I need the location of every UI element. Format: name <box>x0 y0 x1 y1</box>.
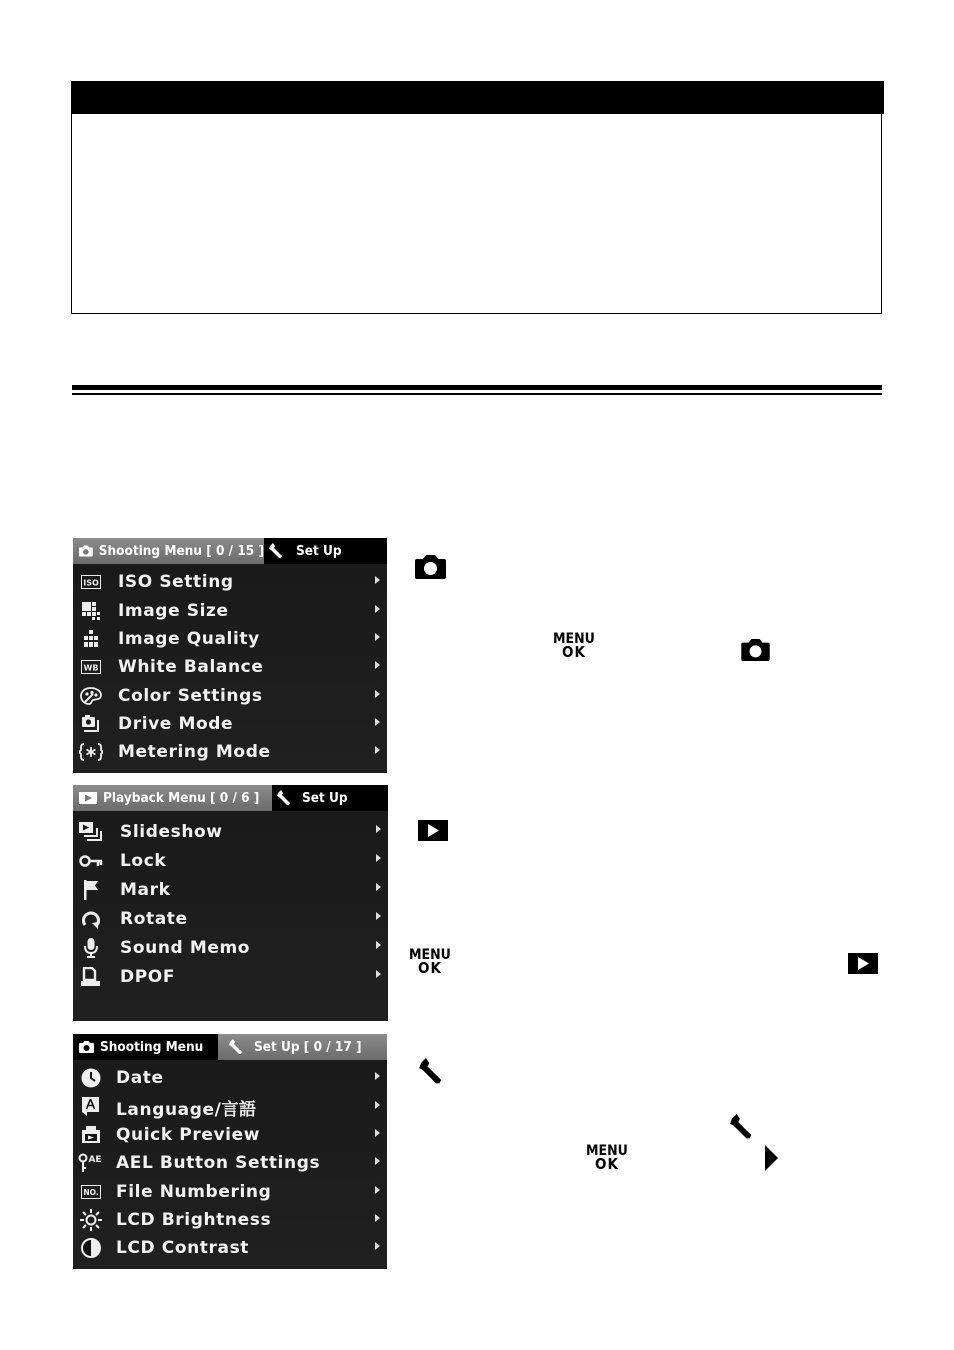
tab-label: Shooting Menu [ 0 / 15 ] <box>98 543 264 559</box>
setup-menu-screen <box>73 1034 387 1269</box>
chevron-right-icon <box>375 605 380 613</box>
iso-icon <box>74 568 108 596</box>
menu-ok-line2: OK <box>561 643 586 661</box>
camera-icon <box>415 555 446 579</box>
menu-item-image-quality[interactable] <box>73 625 387 653</box>
menu-item-label: Lock <box>120 850 167 871</box>
menu-item-mark[interactable] <box>73 875 388 904</box>
quick-preview-icon <box>74 1121 108 1149</box>
image-size-icon <box>74 597 108 625</box>
menu-item-ael-button-settings[interactable] <box>73 1149 387 1177</box>
menu-item-rotate[interactable] <box>73 904 388 933</box>
menu-item-label: DPOF <box>120 966 176 987</box>
svg-text:ISO: ISO <box>83 578 99 588</box>
menu-item-date[interactable] <box>73 1064 387 1092</box>
chevron-right-icon <box>375 1186 380 1194</box>
menu-item-lcd-contrast[interactable] <box>73 1234 387 1262</box>
chevron-right-icon <box>375 1129 380 1137</box>
file-number-icon <box>74 1178 108 1206</box>
menu-item-label: Slideshow <box>120 821 223 842</box>
printer-icon <box>74 963 108 991</box>
menu-item-sound-memo[interactable] <box>73 933 388 962</box>
chevron-right-icon <box>375 1157 380 1165</box>
menu-item-label: Language/言語 <box>116 1099 257 1120</box>
tab-shooting-menu[interactable] <box>73 1034 218 1060</box>
tab-label: Shooting Menu <box>100 1039 204 1055</box>
playback-menu-screen <box>73 785 388 1021</box>
key-icon <box>74 847 108 875</box>
tab-shooting-menu[interactable] <box>73 538 264 564</box>
menu-ok-button-icon <box>409 949 451 975</box>
chevron-right-icon <box>375 690 380 698</box>
menu-item-label: Sound Memo <box>120 937 251 958</box>
camera-icon <box>79 1041 94 1053</box>
white-balance-icon <box>74 653 108 681</box>
svg-text:NO.: NO. <box>83 1188 99 1197</box>
menu-item-color-settings[interactable] <box>73 682 387 710</box>
menu-item-slideshow[interactable] <box>73 817 388 846</box>
menu-ok-button-icon <box>553 633 595 659</box>
wrench-icon <box>268 543 284 559</box>
chevron-right-icon <box>375 718 380 726</box>
contrast-icon <box>74 1234 108 1262</box>
menu-item-label: File Numbering <box>116 1182 272 1202</box>
tab-label: Playback Menu [ 0 / 6 ] <box>103 790 260 806</box>
slideshow-icon <box>74 818 108 846</box>
chevron-right-icon <box>376 970 381 978</box>
menu-item-quick-preview[interactable] <box>73 1121 387 1149</box>
svg-text:WB: WB <box>83 663 99 673</box>
tab-label: Set Up [ 0 / 17 ] <box>254 1039 362 1055</box>
menu-item-label: LCD Contrast <box>116 1238 250 1258</box>
menu-item-label: White Balance <box>118 657 264 677</box>
chevron-right-icon <box>375 633 380 641</box>
play-icon <box>418 820 448 841</box>
wrench-icon <box>228 1039 244 1055</box>
menu-item-metering-mode[interactable] <box>73 738 387 766</box>
menu-item-label: Drive Mode <box>118 714 234 734</box>
menu-item-file-numbering[interactable] <box>73 1178 387 1206</box>
language-icon <box>74 1093 108 1121</box>
metering-icon <box>74 738 108 766</box>
wrench-icon <box>728 1114 755 1140</box>
wrench-icon <box>417 1058 445 1085</box>
flag-icon <box>74 876 108 904</box>
menu-item-label: Mark <box>120 879 171 900</box>
camera-icon <box>79 545 93 557</box>
image-quality-icon <box>74 625 108 653</box>
tab-setup[interactable] <box>218 1034 387 1060</box>
note-box-header <box>71 81 884 114</box>
shooting-menu-screen <box>73 538 387 773</box>
menu-item-label: Metering Mode <box>118 742 271 762</box>
tab-setup[interactable] <box>272 785 388 811</box>
section-rule <box>72 385 882 390</box>
menu-item-label: Image Size <box>118 601 229 621</box>
chevron-right-icon <box>376 854 381 862</box>
camera-icon <box>740 639 771 661</box>
menu-ok-line1: MENU <box>553 631 595 647</box>
menu-item-label: Image Quality <box>118 629 260 649</box>
menu-item-label: AEL Button Settings <box>116 1153 321 1173</box>
menu-item-language[interactable] <box>73 1093 387 1121</box>
menu-item-label: Date <box>116 1068 164 1088</box>
svg-text:AE: AE <box>88 1155 102 1165</box>
menu-item-label: Quick Preview <box>116 1125 260 1145</box>
menu-item-dpof[interactable] <box>73 962 388 991</box>
note-box-body <box>71 114 882 314</box>
chevron-right-icon <box>376 912 381 920</box>
menu-item-white-balance[interactable] <box>73 653 387 681</box>
menu-item-drive-mode[interactable] <box>73 710 387 738</box>
right-arrow-icon <box>765 1145 778 1171</box>
menu-ok-line2: OK <box>594 1155 619 1173</box>
palette-icon <box>74 682 108 710</box>
chevron-right-icon <box>375 1242 380 1250</box>
chevron-right-icon <box>375 576 380 584</box>
section-rule-thin <box>72 393 882 395</box>
menu-ok-line1: MENU <box>409 947 451 963</box>
play-icon <box>848 953 878 974</box>
menu-ok-button-icon <box>586 1145 628 1171</box>
chevron-right-icon <box>375 1072 380 1080</box>
tab-playback-menu[interactable] <box>73 785 272 811</box>
menu-item-iso-setting[interactable] <box>73 568 387 596</box>
wrench-icon <box>276 790 292 806</box>
clock-icon <box>74 1064 108 1092</box>
menu-item-label: LCD Brightness <box>116 1210 272 1230</box>
chevron-right-icon <box>375 661 380 669</box>
menu-item-lcd-brightness[interactable] <box>73 1206 387 1234</box>
chevron-right-icon <box>375 1214 380 1222</box>
menu-item-label: Color Settings <box>118 686 263 706</box>
tab-label: Set Up <box>302 790 348 806</box>
ael-icon <box>74 1149 108 1177</box>
chevron-right-icon <box>375 1101 380 1109</box>
menu-item-lock[interactable] <box>73 846 388 875</box>
brightness-icon <box>74 1206 108 1234</box>
microphone-icon <box>74 934 108 962</box>
chevron-right-icon <box>375 746 380 754</box>
menu-item-image-size[interactable] <box>73 597 387 625</box>
tab-label: Set Up <box>296 543 342 559</box>
menu-item-label: Rotate <box>120 908 188 929</box>
menu-ok-line2: OK <box>417 959 442 977</box>
drive-mode-icon <box>74 710 108 738</box>
chevron-right-icon <box>376 941 381 949</box>
tab-setup[interactable] <box>264 538 387 564</box>
chevron-right-icon <box>376 883 381 891</box>
menu-item-label: ISO Setting <box>118 572 234 592</box>
rotate-icon <box>74 905 108 933</box>
chevron-right-icon <box>376 825 381 833</box>
play-icon <box>79 792 97 804</box>
menu-ok-line1: MENU <box>586 1143 628 1159</box>
